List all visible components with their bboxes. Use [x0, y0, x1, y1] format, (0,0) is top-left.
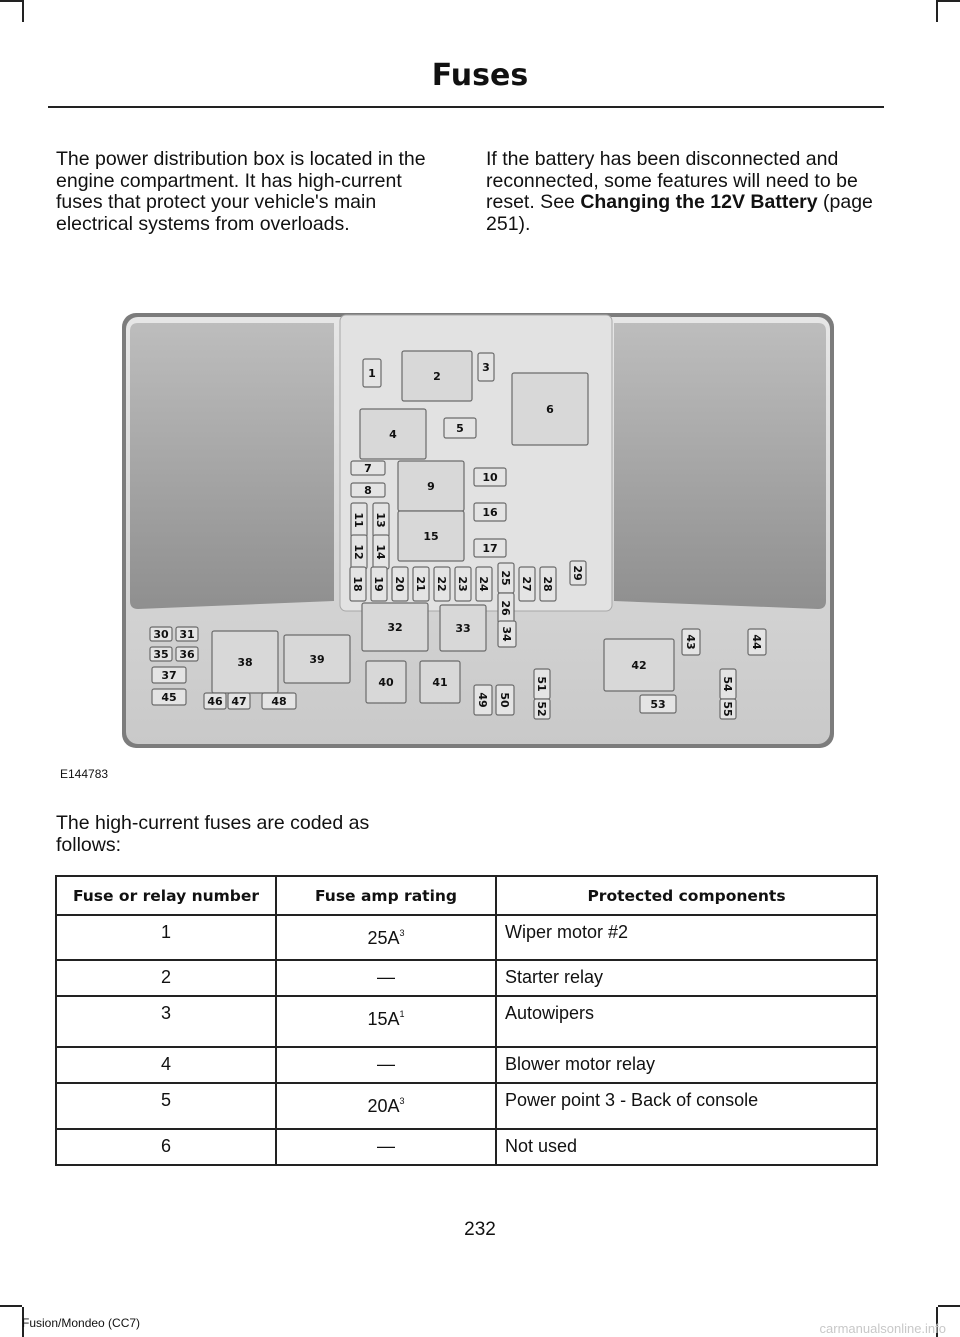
amp-value: — [377, 1136, 395, 1156]
fuse-label-51: 51 [535, 676, 548, 692]
table-row [56, 1083, 877, 1129]
intro-right-text: If the battery has been disconnected and reconnected, some features will need to be reset. See [486, 148, 858, 213]
fuse-label-35: 35 [153, 648, 169, 661]
fuse-label-26: 26 [499, 600, 512, 616]
table-row [56, 915, 877, 960]
amp-rating [276, 996, 496, 1047]
crop-mark [938, 1305, 960, 1307]
fuse-label-39: 39 [309, 653, 325, 666]
fuse-label-32: 32 [387, 621, 403, 634]
fuse-label-33: 33 [455, 622, 471, 635]
fuse-label-7: 7 [364, 462, 372, 475]
fuse-label-29: 29 [571, 565, 584, 581]
fuse-number: 3 [56, 996, 276, 1047]
fuse-label-3: 3 [482, 361, 490, 374]
crop-mark [938, 0, 960, 2]
fuse-label-2: 2 [433, 370, 441, 383]
amp-value: 20A [367, 1096, 400, 1116]
footer-model: Fusion/Mondeo (CC7) [22, 1316, 141, 1330]
fuse-label-40: 40 [378, 676, 394, 689]
fuse-label-23: 23 [456, 576, 469, 592]
fuse-label-27: 27 [520, 576, 533, 592]
left-panel [130, 323, 334, 609]
fuse-label-5: 5 [456, 422, 464, 435]
column-header-number: Fuse or relay number [56, 876, 276, 915]
fuse-label-14: 14 [374, 544, 387, 560]
fuse-label-53: 53 [650, 698, 666, 711]
fuse-label-41: 41 [432, 676, 448, 689]
fuse-label-4: 4 [389, 428, 397, 441]
fuse-table [55, 875, 878, 1166]
fuse-label-48: 48 [271, 695, 287, 708]
fuse-label-37: 37 [161, 669, 177, 682]
fuse-label-9: 9 [427, 480, 435, 493]
fuse-label-12: 12 [352, 544, 365, 560]
table-intro: The high-current fuses are coded as follows: [56, 812, 370, 856]
fuse-label-13: 13 [374, 512, 387, 528]
fuse-label-11: 11 [352, 512, 365, 528]
crop-mark [22, 0, 24, 22]
battery-reference-link[interactable]: Changing the 12V Battery [580, 191, 818, 213]
fuse-label-10: 10 [482, 471, 498, 484]
fuse-label-30: 30 [153, 628, 169, 641]
fuse-label-55: 55 [721, 701, 734, 717]
fuse-label-54: 54 [721, 676, 734, 692]
protected-component: Power point 3 - Back of console [496, 1083, 877, 1129]
footnote-ref: 3 [399, 1096, 405, 1106]
fuse-label-8: 8 [364, 484, 372, 497]
fuse-number: 5 [56, 1083, 276, 1129]
amp-rating [276, 915, 496, 960]
footnote-ref: 3 [399, 928, 405, 938]
protected-component: Autowipers [496, 996, 877, 1047]
fuse-label-21: 21 [414, 576, 427, 592]
crop-mark [0, 0, 22, 2]
amp-value: 15A [367, 1009, 400, 1029]
fuse-label-1: 1 [368, 367, 376, 380]
fuse-label-38: 38 [237, 656, 253, 669]
fuse-label-42: 42 [631, 659, 647, 672]
protected-component: Starter relay [496, 960, 877, 996]
column-header-components: Protected components [496, 876, 877, 915]
crop-mark [936, 0, 938, 22]
table-header-row [56, 876, 877, 915]
table-row [56, 960, 877, 996]
fuse-label-20: 20 [393, 576, 406, 592]
crop-mark [0, 1305, 22, 1307]
fuse-label-19: 19 [372, 576, 385, 592]
fuse-label-18: 18 [351, 576, 364, 592]
header-rule [48, 106, 884, 108]
fuse-label-45: 45 [161, 691, 177, 704]
fuse-number: 1 [56, 915, 276, 960]
amp-value: — [377, 967, 395, 987]
fuse-number: 4 [56, 1047, 276, 1083]
fuse-label-6: 6 [546, 403, 554, 416]
fuse-label-49: 49 [476, 692, 489, 708]
column-header-amp: Fuse amp rating [276, 876, 496, 915]
amp-rating [276, 960, 496, 996]
fuse-label-16: 16 [482, 506, 498, 519]
fuse-label-47: 47 [231, 695, 247, 708]
fuse-label-52: 52 [535, 701, 548, 717]
fuse-label-28: 28 [541, 576, 554, 592]
fuse-label-44: 44 [750, 634, 763, 650]
fuse-number: 2 [56, 960, 276, 996]
amp-value: — [377, 1054, 395, 1074]
page-reference: (page 251). [486, 191, 873, 235]
table-row [56, 1047, 877, 1083]
protected-component: Not used [496, 1129, 877, 1165]
fuse-label-15: 15 [423, 530, 439, 543]
page-number: 232 [464, 1219, 496, 1240]
footnote-ref: 1 [399, 1009, 405, 1019]
fuse-label-46: 46 [207, 695, 223, 708]
fuse-box-diagram [122, 313, 834, 748]
fuse-label-17: 17 [482, 542, 498, 555]
fuse-label-36: 36 [179, 648, 195, 661]
table-row [56, 996, 877, 1047]
fuse-label-22: 22 [435, 576, 448, 592]
fuse-number: 6 [56, 1129, 276, 1165]
intro-right-paragraph [486, 149, 886, 235]
amp-rating [276, 1129, 496, 1165]
watermark: carmanualsonline.info [819, 1321, 946, 1336]
right-panel [614, 323, 826, 609]
amp-rating [276, 1083, 496, 1129]
amp-value: 25A [367, 928, 400, 948]
intro-left-paragraph: The power distribution box is located in the engine compartment. It has high-current fuses that protect your vehicle's main electrical systems from overloads. [56, 148, 426, 235]
protected-component: Blower motor relay [496, 1047, 877, 1083]
fuse-label-43: 43 [684, 634, 697, 650]
diagram-code: E144783 [60, 767, 109, 781]
fuse-label-31: 31 [179, 628, 195, 641]
amp-rating [276, 1047, 496, 1083]
fuse-label-25: 25 [499, 570, 512, 586]
table-row [56, 1129, 877, 1165]
fuse-label-34: 34 [500, 626, 513, 642]
fuse-label-50: 50 [498, 692, 511, 708]
page-title: Fuses [431, 58, 529, 93]
fuse-label-24: 24 [477, 576, 490, 592]
protected-component: Wiper motor #2 [496, 915, 877, 960]
